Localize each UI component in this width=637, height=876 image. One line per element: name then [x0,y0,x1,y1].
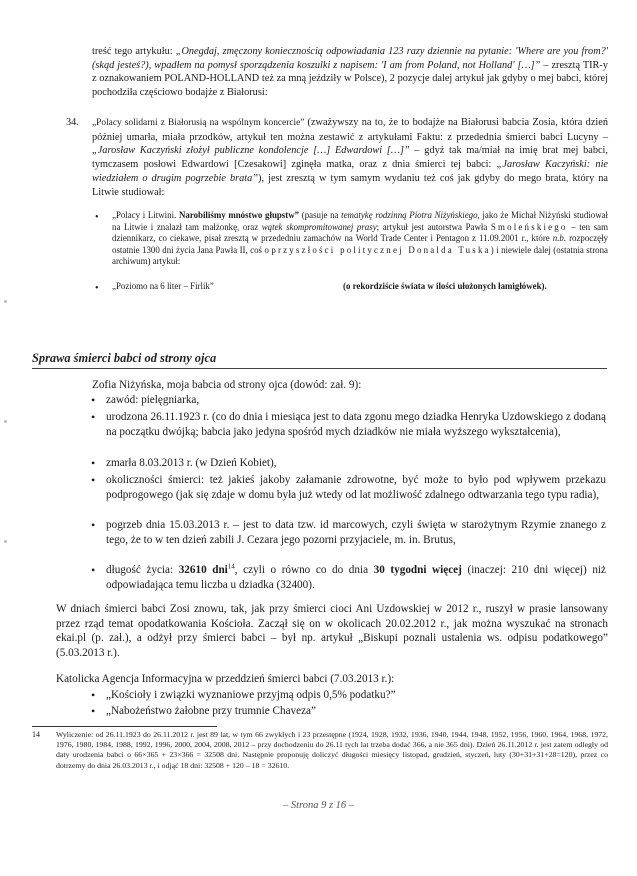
scan-speck [4,300,7,303]
text-run: – gdyż tak ma/miał na imię brat mej babci, tymczasem posłowi Edwardowi [Czesakowi] zginęła matka, oraz z dnia śmierci tej babci: [92,145,608,171]
page-number: – Strona 9 z 16 – [282,800,355,811]
bullet: • [95,283,99,294]
fact-item [106,473,606,502]
body-paragraph [56,602,608,661]
article-title: „Nabożeństwo żałobne przy trumnie Chaveza” [106,705,316,717]
text-run: – ten sam dziennikarz, co ciekawe, pisał zresztą w przededniu zamachów na World Trade Center i Pentagon z 11.09.2001 r., które [112,221,609,244]
text-run: (zważywszy na to, że to bodajże na Białorusi babcia Zosia, która dzień później umarła, miała przodków, artykuł ten można zestawić z artykułami Faktu: z przedednia śmierci babci Lucyny – [92,117,608,143]
fact-text: zawód: pielęgniarka, [106,394,200,406]
bold-text: (o rekordziście świata w ilości ułożonych łamigłówek). [343,281,547,291]
fact-item [106,393,606,408]
quote-text: „Jarosław Kaczyński: nie wiedziałem o drugim pogrzebie brata” [92,159,608,184]
spaced-text: Smoleńskiego [490,221,568,232]
text-run: „Polacy i Litwini. [112,210,179,220]
bullet: • [91,518,96,532]
footnote-number: 14 [32,730,40,739]
paragraph-text: Katolicka Agencja Informacyjna w przeddzień śmierci babci (7.03.2013 r.): [56,673,395,685]
kai-item [106,688,606,703]
fact-item-lifespan [106,563,606,592]
fact-text: pogrzeb dnia 15.03.2013 r. – jest to data tzw. id marcowych, czyli święta w starożytnym Rzymie znanego z tego, że to w ten dzień zabili J. Cezara jego pozorni przyjaciele, m. in. Brutus, [106,519,606,546]
sub-item-note [343,281,608,293]
sub-item-title [112,281,312,293]
italic-text: n.b. [552,233,567,244]
quote-text: „Jarosław Kaczyński złożył publiczne kondolencje […] Edwardowi […]” [92,145,410,157]
list-number: 34. [66,117,79,128]
article-title: „Polacy solidarni z Białorusią na wspólnym koncercie” [92,118,308,128]
bullet: • [91,410,96,424]
text-run: (inaczej: 210 dni więcej) niż odpowiadająca temu liczba u dziadka (32400). [106,564,606,591]
sub-item [112,210,608,268]
italic-text: wątek skompromitowanej prasy [261,221,377,232]
section-heading: Sprawa śmierci babci od strony ojca [32,351,607,369]
fact-text: okoliczności śmierci: też jakieś jakoby załamanie zdrowotne, być może to było pod wpływem przekazu podprogowego (jak się zdaje w domu była już wtedy od lat możliwość zdalnego odtwarzania tego typu radia), [106,474,606,501]
bullet: • [91,473,96,487]
fact-text: zmarła 8.03.2013 r. (w Dzień Kobiet), [106,457,277,469]
scan-speck [4,540,7,543]
paragraph-text: W dniach śmierci babci Zosi znowu, tak, jak przy śmierci cioci Ani Uzdowskiej w 2012 r., ruszył w prasie lansowany przez rząd temat opodatkowania Kościoła. Zaczął się on w okolicach 20.02.2012 r., jak można wyszukać na stronach ekai.pl (p. zał.), a odżył przy śmierci babci – był np. artykuł „Biskupi poznali ustalenia ws. odpisu podatkowego” (5.03.2013 r.). [56,603,608,660]
bullet: • [91,704,96,718]
spaced-text: przyszłości politycznej Donalda Tuska [271,244,491,255]
fact-item [106,410,606,439]
bold-text: Narobiliśmy mnóstwo głupstw” [178,210,300,220]
bullet: • [91,456,96,470]
body-paragraph [56,672,608,687]
intro [92,378,608,393]
text-run: ), jest zresztą w tym samym wydaniu też coś jak gdyby do mego brata, który na Litwie studiował: [92,172,608,198]
fact-item [106,456,606,471]
article-title: „Kościoły i związki wyznaniowe przyjmą odpis 0,5% podatku?” [106,689,396,701]
bold-text: 30 tygodni więcej [373,564,462,576]
text-run: , czyli o równo co do dnia [234,564,374,576]
scan-speck [4,420,7,423]
kai-item [106,704,606,719]
fact-text: urodzona 26.11.1923 r. (co do dnia i miesiąca jest to data zgonu mego dziadka Henryka Uzdowskiego z dodaną na początku dwójką; babcia jako jedyna spośród mych dziadków nie miała wyższego wykształcenia), [106,411,606,438]
text-run: , jako że Michał Niżyński studiował na Litwie i znalazł tam małżonkę, oraz [112,210,609,232]
fact-item [106,518,606,547]
text-run: (pasuje na [299,210,342,220]
list-item-34 [92,116,608,199]
paragraph-text [112,210,608,268]
italic-text: tematykę rodzinną Piotra Niżyńskiego [341,210,478,220]
footnote-separator [32,726,217,727]
bullet: • [91,563,96,577]
article-title: „Poziomo na 6 liter – Firlik” [112,281,214,291]
text-run: treść tego artykułu: [92,46,176,57]
text-run: rozpoczęły ostatnie 1300 dni życia Jana Pawła II, coś o [112,233,608,255]
paragraph-text [92,45,608,100]
bullet: • [95,212,99,223]
text-run: – zresztą TIR-y z oznakowaniem POLAND-HOLLAND też za mną jeździły w Polsce), 2 pozycje dalej artykuł jak gdyby o mej babci, której pochodziła częściowo bodajże z Białorusi: [92,59,608,99]
quote-text: „Onegdaj, zmęczony koniecznością odpowiadania 123 razy dziennie na pytanie: 'Where are you from?' (skąd jesteś?), wpadłem na pomysł sporządzenia koszulki z napisem: 'I am from Poland, not Holland' […]” [92,46,608,71]
bold-text: 32610 dni [178,564,228,576]
footnote-text: Wyliczenie: od 26.11.1923 do 26.11.2012 r. jest 89 lat, w tym 66 zwykłych i 23 przestępne (1924, 1928, 1932, 1936, 1940, 1944, 1948, 1952, 1956, 1960, 1964, 1968, 1972, 1976, 1980, 1984, 1988, 1992, 1996, 2000, 2004, 2008, 2012 – przy dochodzeniu do 26.11 tych lat trzeba dodać 366, a nie 365 dni). Dzień 26.11.2012 r. jest zatem odległy od daty urodzenia babci o 66×365 + 23×366 = 32508 dni. Następnie proponuję doliczyć długości miesięcy listopad, grudzień, styczeń, luty (30+31+31+28=120), przez co dotrzemy do dnia 26.03.2013 r., i odjąć 18 dni: 32508 + 120 – 18 = 32610. [56,730,608,770]
paragraph-text [92,116,608,199]
footnote-reference: 14 [227,562,235,571]
footnote [56,730,608,771]
text-run: ; artykuł jest autorstwa Pawła [376,221,491,232]
text-run: ) i niewiele dalej (ostatnia strona archiwum) artykuł: [112,244,608,267]
fact-text [106,563,606,592]
continuation-paragraph [92,45,608,100]
text-run: długość życia: [106,564,179,576]
intro-text: Zofia Niżyńska, moja babcia od strony ojca (dowód: zał. 9): [92,379,362,391]
bullet: • [91,393,96,407]
bullet: • [91,688,96,702]
